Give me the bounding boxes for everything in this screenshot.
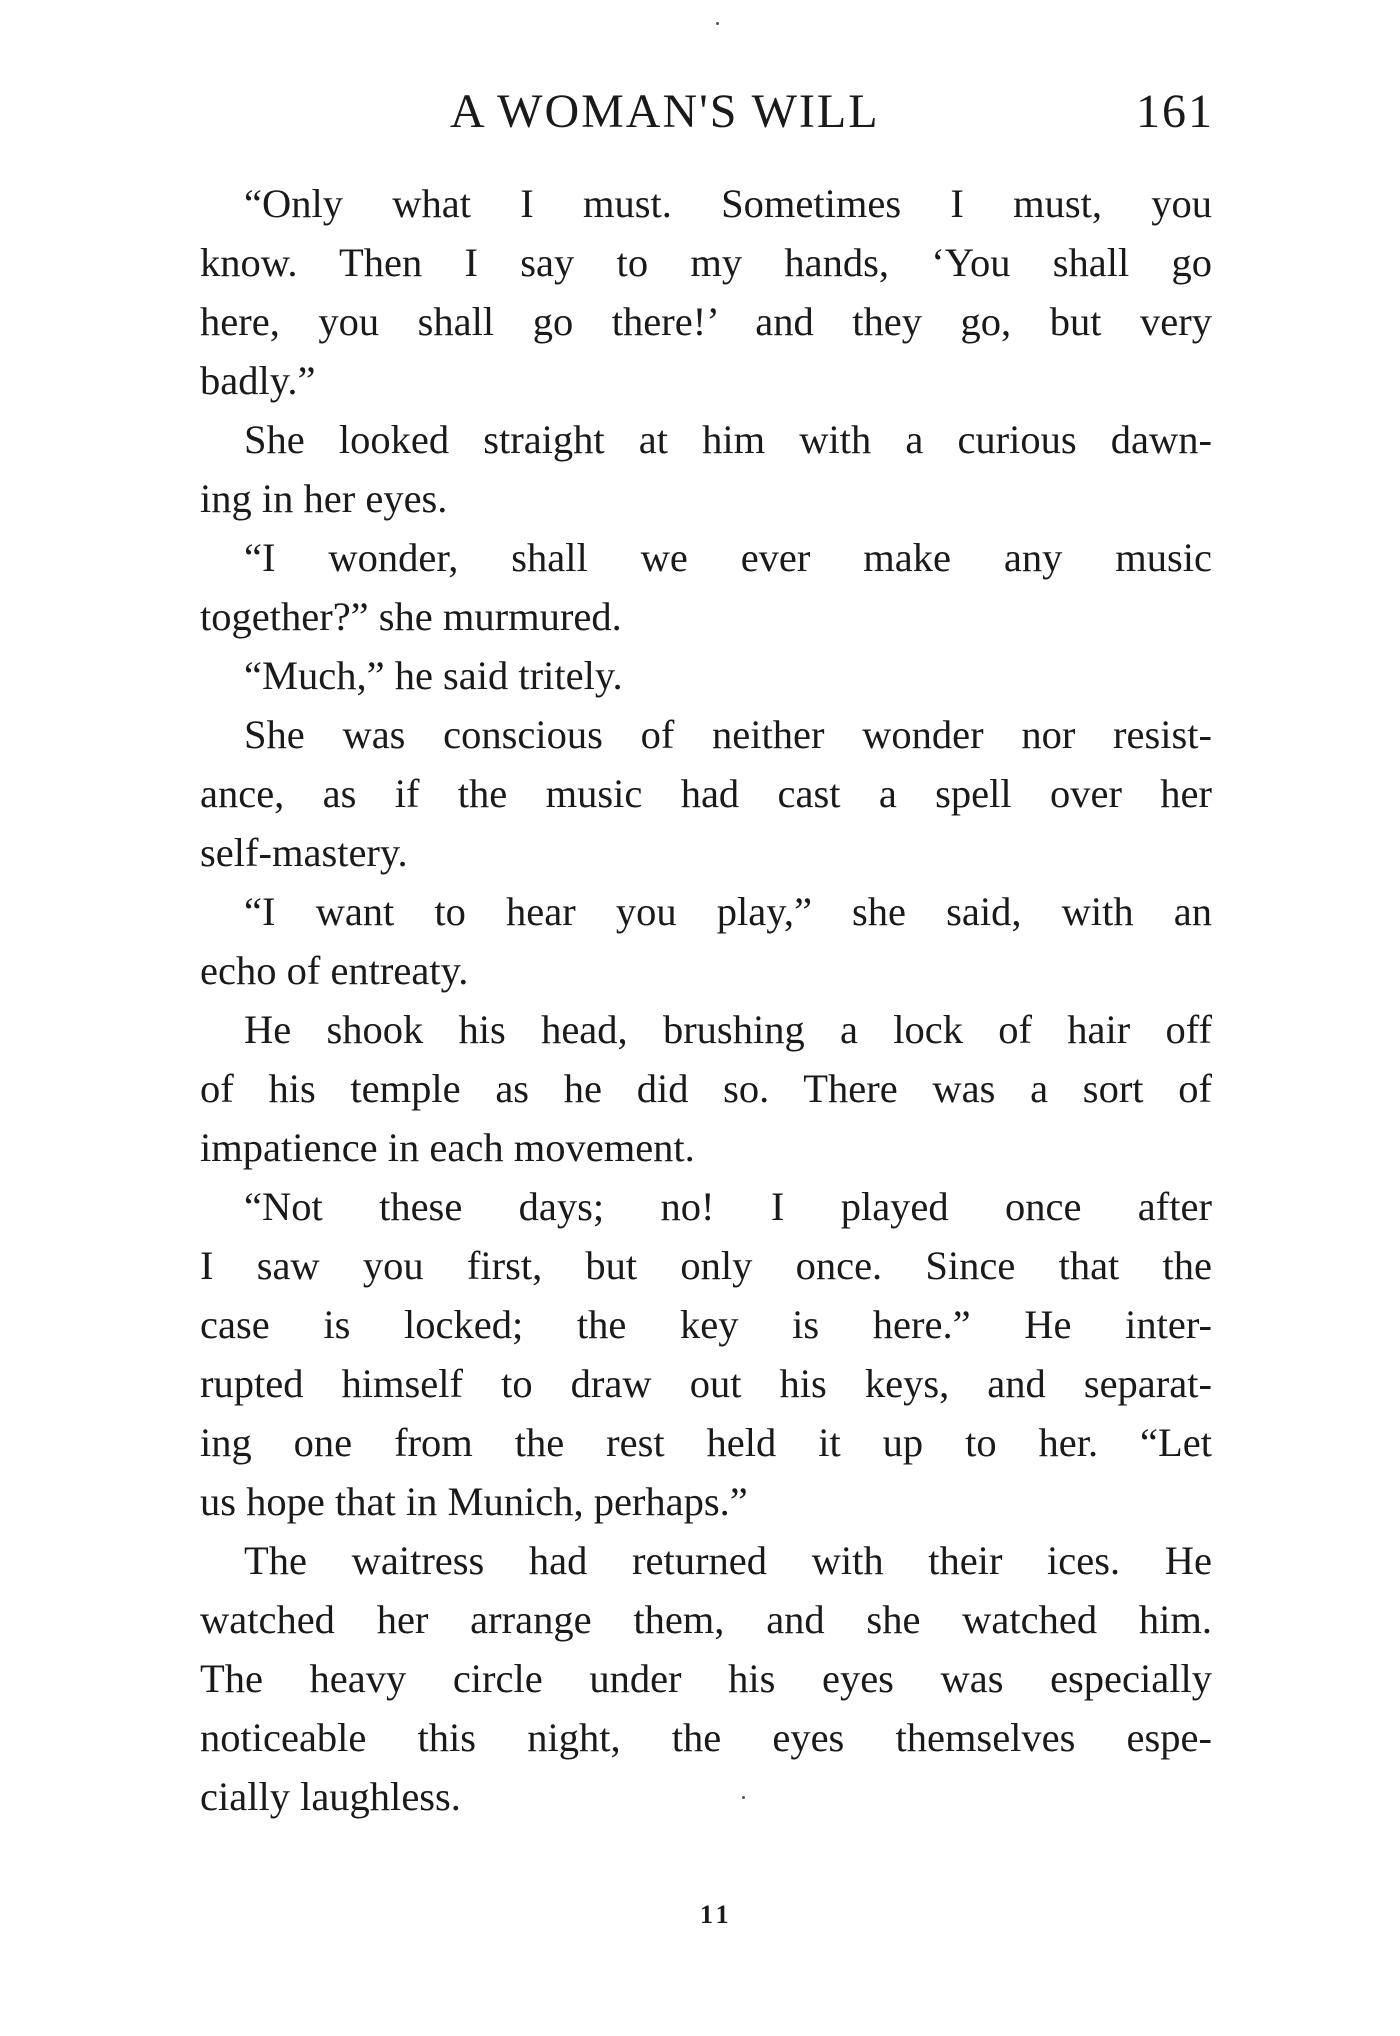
text-line: self-mastery. — [200, 830, 408, 875]
text-line: echo of entreaty. — [200, 948, 469, 993]
page-number: 161 — [1136, 85, 1214, 138]
signature-mark: 11 — [700, 1900, 733, 1929]
text-line: ing in her eyes. — [200, 476, 448, 521]
text-line: us hope that in Munich, perhaps.” — [200, 1479, 748, 1524]
text-line: impatience in each movement. — [200, 1125, 695, 1170]
text-line: “Not these days; no! I played once after — [244, 1184, 1212, 1229]
text-line: “Only what I must. Sometimes I must, you — [244, 181, 1212, 226]
page-header — [200, 84, 1214, 154]
text-line: know. Then I say to my hands, ‘You shall go — [200, 240, 1212, 285]
text-line: watched her arrange them, and she watched him. — [200, 1597, 1212, 1642]
text-line: case is locked; the key is here.” He inter- — [200, 1302, 1212, 1347]
paper-speck — [716, 22, 719, 25]
text-line: She looked straight at him with a curious dawn- — [244, 417, 1212, 462]
text-line: badly.” — [200, 358, 316, 403]
text-line: He shook his head, brushing a lock of hair off — [244, 1007, 1212, 1052]
text-line: “I want to hear you play,” she said, with an — [244, 889, 1212, 934]
text-line: of his temple as he did so. There was a sort of — [200, 1066, 1212, 1111]
text-line: together?” she murmured. — [200, 594, 622, 639]
text-line: She was conscious of neither wonder nor resist- — [244, 712, 1212, 757]
text-line: I saw you first, but only once. Since that the — [200, 1243, 1212, 1288]
body-text — [200, 174, 1212, 1826]
text-line: ing one from the rest held it up to her. “Let — [200, 1420, 1212, 1465]
text-line: “Much,” he said tritely. — [244, 653, 623, 698]
text-line: rupted himself to draw out his keys, and separat- — [200, 1361, 1212, 1406]
text-line: The waitress had returned with their ices. He — [244, 1538, 1212, 1583]
running-title: A WOMAN'S WILL — [450, 85, 880, 138]
paper-speck — [742, 1796, 745, 1799]
text-line: noticeable this night, the eyes themselves espe- — [200, 1715, 1212, 1760]
text-line: The heavy circle under his eyes was especially — [200, 1656, 1212, 1701]
text-line: cially laughless. — [200, 1774, 461, 1819]
text-line: “I wonder, shall we ever make any music — [244, 535, 1212, 580]
text-line: ance, as if the music had cast a spell over her — [200, 771, 1212, 816]
text-line: here, you shall go there!’ and they go, but very — [200, 299, 1212, 344]
